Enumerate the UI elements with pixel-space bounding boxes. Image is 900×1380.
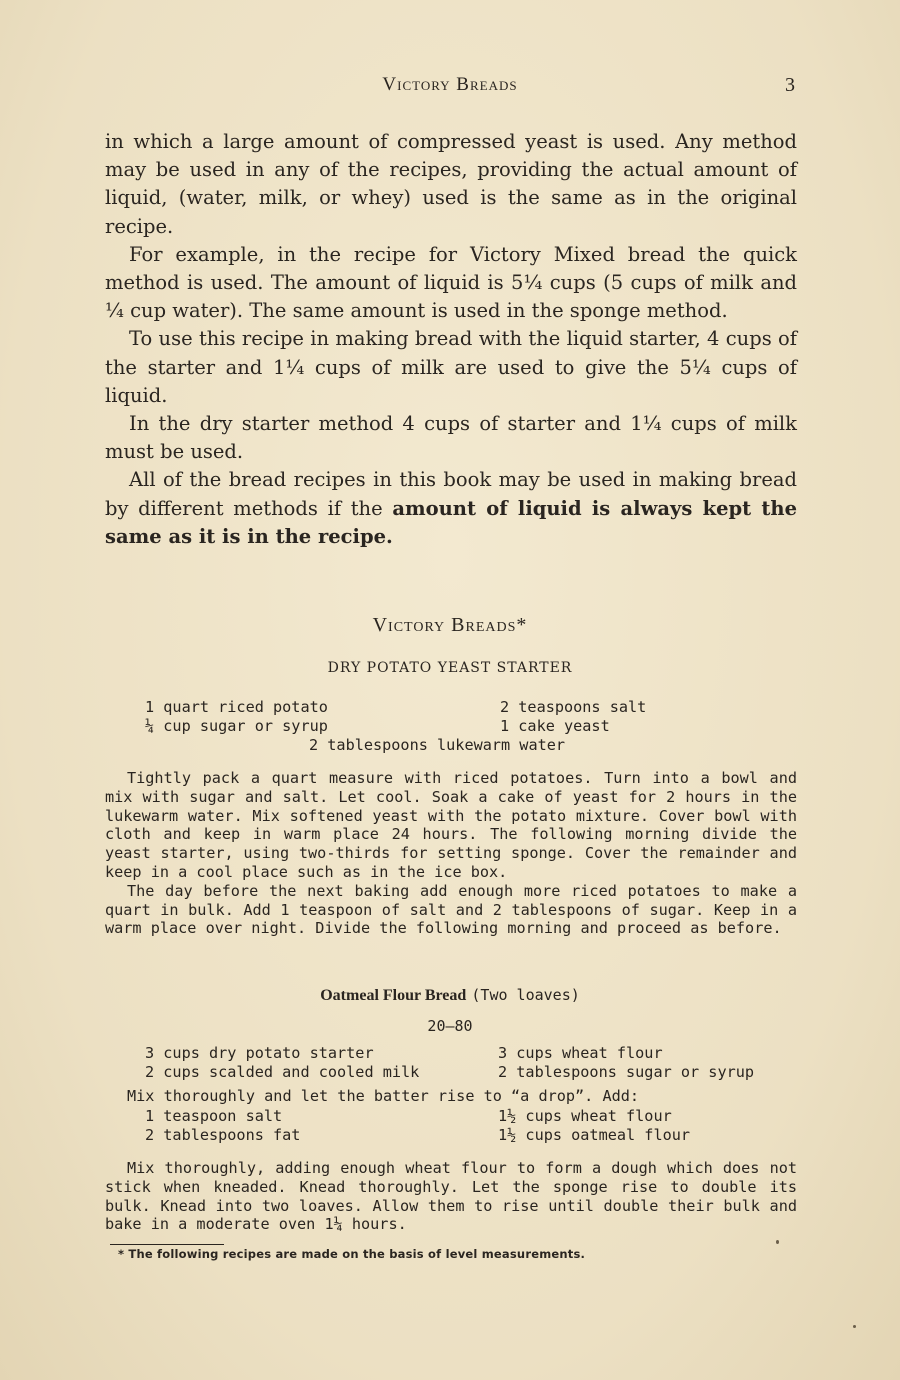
oatmeal-ingredient: 2 cups scalded and cooled milk <box>145 1063 420 1081</box>
starter-ingredient: ¼ cup sugar or syrup <box>145 717 328 735</box>
section-title: Victory Breads* <box>372 614 528 636</box>
paper-speck <box>776 1240 779 1244</box>
intro-text <box>105 128 797 551</box>
recipe-subhead: DRY POTATO YEAST STARTER <box>327 660 573 676</box>
footnote-rule <box>110 1244 224 1245</box>
recipe-yield: (Two loaves) <box>471 986 580 1004</box>
paragraph-4: In the dry starter method 4 cups of starter and 1¼ cups of milk must be used. <box>105 412 797 464</box>
paragraph-3: To use this recipe in making bread with the liquid starter, 4 cups of the starter and 1¼ cups of milk are used to give the 5¼ cups of liquid. <box>105 327 797 407</box>
paragraph-2: For example, in the recipe for Victory Mixed bread the quick method is used. The amount of liquid is 5¼ cups (5 cups of milk and ¼ cup water). The same amount is used in the sponge method. <box>105 242 797 323</box>
mix-instruction: Mix thoroughly and let the batter rise to “a drop”. Add: <box>127 1087 640 1105</box>
starter-method <box>105 769 797 938</box>
starter-ingredient: 1 cake yeast <box>500 717 610 735</box>
oatmeal-recipe-title <box>0 985 900 1005</box>
paragraph-5 <box>105 466 797 551</box>
paragraph-5-bold: amount of liquid is always kept the same as it is in the recipe. <box>105 496 798 548</box>
recipe-name: Oatmeal Flour Bread <box>320 987 467 1004</box>
oatmeal-ingredient: 2 tablespoons sugar or syrup <box>498 1063 755 1081</box>
paragraph-5-normal: All of the bread recipes in this book may be used in making bread by different methods if the <box>105 468 797 520</box>
oatmeal-ingredient: 2 tablespoons fat <box>145 1126 301 1144</box>
oatmeal-ingredient: 1 teaspoon salt <box>145 1107 283 1125</box>
page-number: 3 <box>785 74 795 96</box>
starter-ingredient: 2 teaspoons salt <box>500 698 647 716</box>
recipe-code: 20–80 <box>427 1017 473 1035</box>
oatmeal-ingredient: 3 cups dry potato starter <box>145 1044 374 1062</box>
method-paragraph: Tightly pack a quart measure with riced potatoes. Turn into a bowl and mix with sugar and salt. Let cool. Soak a cake of yeast for 2 hours in the lukewarm water. Mix softened yeast with the potato mixture. Cover bowl with cloth and keep in warm place 24 hours. The following morning divide the yeast starter, using two-thirds for setting sponge. Cover the remainder and keep in a cool place such as in the ice box. <box>105 769 797 881</box>
oatmeal-ingredient: 1½ cups wheat flour <box>498 1107 672 1125</box>
oatmeal-ingredient: 3 cups wheat flour <box>498 1044 663 1062</box>
running-title: Victory Breads <box>382 74 518 95</box>
page-header <box>105 74 795 98</box>
method-paragraph: Mix thoroughly, adding enough wheat flour to form a dough which does not stick when kneaded. Knead thoroughly. Let the sponge rise to double its bulk. Knead into two loaves. Allow them to rise until double their bulk and bake in a moderate oven 1¼ hours. <box>105 1159 797 1234</box>
starter-ingredient: 1 quart riced potato <box>145 698 328 716</box>
oatmeal-ingredient: 1½ cups oatmeal flour <box>498 1126 691 1144</box>
paragraph-1: in which a large amount of compressed yeast is used. Any method may be used in any of the recipes, providing the actual amount of liquid, (water, milk, or whey) used is the same as in the original recipe. <box>105 130 797 238</box>
starter-ingredient: 2 tablespoons lukewarm water <box>309 736 566 754</box>
footnote: * The following recipes are made on the basis of level measurements. <box>118 1247 586 1261</box>
oatmeal-method <box>105 1159 797 1234</box>
paper-speck <box>853 1325 856 1328</box>
method-paragraph: The day before the next baking add enough more riced potatoes to make a quart in bulk. Add 1 teaspoon of salt and 2 tablespoons of sugar. Keep in a warm place over night. Divide the following morning and proceed as before. <box>105 881 797 938</box>
